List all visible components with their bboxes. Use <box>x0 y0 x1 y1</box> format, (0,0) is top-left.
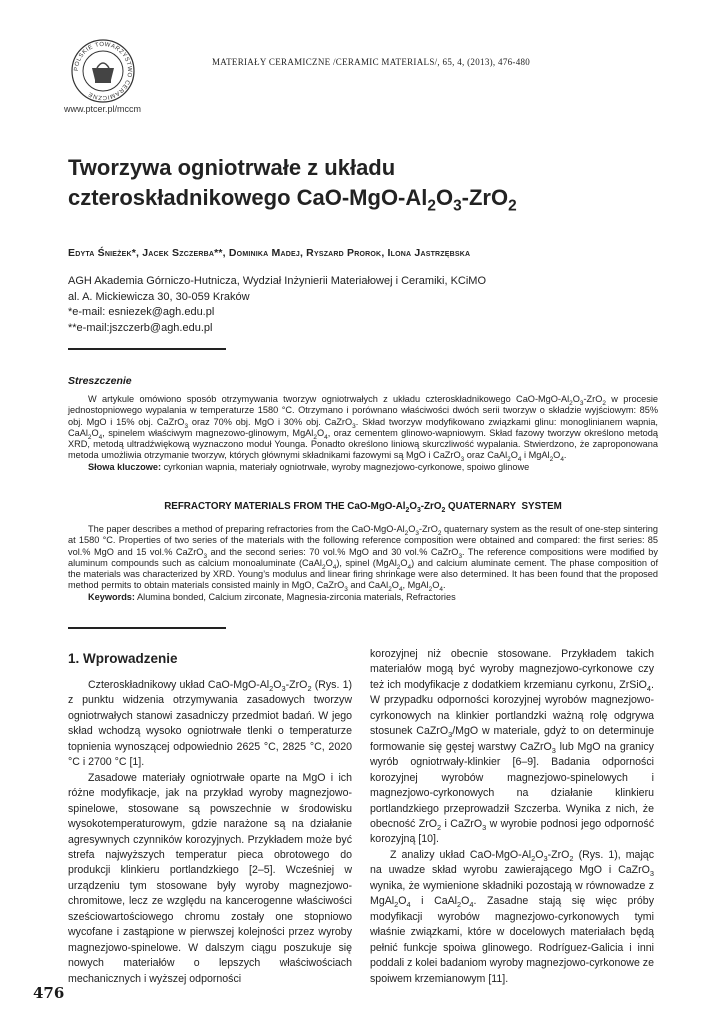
keywords-en: Alumina bonded, Calcium zirconate, Magnesia-zirconia materials, Refractories <box>137 591 456 602</box>
paragraph: Czteroskładnikowy układ CaO-$MgO-Al_2O_3-ZrO_2$ (Rys. 1) z punktu widzenia otrzymywania zasadowych tworzyw ogniotrwałych stanowi zasadniczy przedmiot badań. W jego skład wchodzą wysoko ogniotrwałe tlenki o temperaturze topnienia wynoszącej odpowiednio 2625 °C, 2825 °C, 2020 °C i 2700 °C [1]. <box>68 679 352 769</box>
keywords-pl: cyrkonian wapnia, materiały ogniotrwałe, wyroby magnezjowo-cyrkonowe, spoiwo glinowe <box>163 461 530 472</box>
article-title: Tworzywa ogniotrwałe z układu czteroskładnikowego CaO-$MgO-Al_2O_3-ZrO_2$ <box>68 155 517 215</box>
authors: Edyta Śnieżek*, Jacek Szczerba**, Dominika Madej, Ryszard Prorok, Ilona Jastrzębska <box>68 247 471 259</box>
body-column-right <box>370 647 654 987</box>
keywords-label-en: Keywords: <box>88 591 135 602</box>
section-heading: 1. Wprowadzenie <box>68 651 178 666</box>
society-logo <box>70 38 136 104</box>
affiliation: AGH Akademia Górniczo-Hutnicza, Wydział Inżynierii Materiałowej i Ceramiki, KCiMO al. A. Mickiewicza 30, 30-059 Kraków *e-mail: esniezek@agh.edu.pl **e-mail:jszczerb@agh.edu.pl <box>68 274 486 336</box>
journal-header: MATERIAŁY CERAMICZNE /CERAMIC MATERIALS/, 65, 4, (2013), 476-480 <box>212 57 531 67</box>
paragraph: Zasadowe materiały ogniotrwałe oparte na MgO i ich różne modyfikacje, jak na przykład wyroby magnezjowo-spinelowe, stosowane są powszechnie w środowisku wysokotemperaturowym, gdzie narażone są na działanie agresywnych czynników korozyjnych. Przykładem może być strefa najwyższych temperatur pieca obrotowego do produkcji klinkieru portlandzkiego [2–5]. Wcześniej w urządzeniu tym stosowane były wyroby magnezjowo-chromitowe, lecz ze względu na kancerogenne właściwości sześciowartościowego chromu zostały one stopniowo wycofane i zastąpione w pierwszej kolejności przez wyroby magnezjowo-spinelowe. W dalszym ciągu poszukuje się nowych materiałów o lepszych właściwościach mechanicznych i wyższej odporności <box>68 771 352 985</box>
abstract-heading: Streszczenie <box>68 375 132 387</box>
paragraph: korozyjnej niż obecnie stosowane. Przykładem takich materiałów mogą być wyroby magnezjowo-cyrkonowe czy też ich modyfikacje z dodatkiem krzemianu cyrkonu, ZrSiO$_4$. W przypadku odporności korozyjnej wyrobów magnezjowo-cyrkonowych na klinkier portlandzki ważną rolę odgrywa stosunek CaZrO$_3$/MgO w materiale, gdyż to on determinuje formowanie się gęstej warstwy CaZrO$_3$ lub MgO na granicy wyrób ogniotrwały-klinkier [6–9]. Badania odporności korozyjnej wyrobów magnezjowo-spinelowych i magnezjowo-cyrkonowych na działanie klinkieru portlandzkiego przeprowadził Szczerba. Wynika z nich, że obecność ZrO$_2$ i CaZrO$_3$ w wyrobie podnosi jego odporność korozyjną [10]. <box>370 648 654 846</box>
page-number: 476 <box>33 984 65 1002</box>
abstract-english: The paper describes a method of preparing refractories from the CaO-$MgO-Al_2O_3-ZrO_2$ quaternary system as the result of one-step sintering at 1580 °C. Properties of two series of the materials with the following reference composition were obtained and compared: the first series: 85 vol.% MgO and 15 vol.% CaZrO$_3$ and the second series: 70 vol.% MgO and 30 vol.% CaZrO$_3$. The reference compositions were modified by aluminum compounds such as calcium monoaluminate $(CaAl_2O_4)$, spinel $(MgAl_2O_4)$ and calcium aluminate cement. The phase composition of the materials was characterized by XRD. Young’s modulus and linear firing shrinkage were also determined. It has been found that the proposed method permits to obtain materials consisted mainly in MgO, CaZrO$_3$ and $CaAl_2O_4$, $MgAl_2O_4$. Keywords: Alumina bonded, Calcium zirconate, Magnesia-zirconia materials, Refractories <box>68 524 659 602</box>
divider <box>68 348 226 350</box>
email-2[interactable]: **e-mail:jszczerb@agh.edu.pl <box>68 321 213 334</box>
english-title: REFRACTORY MATERIALS FROM THE CaO-$MgO-Al_2O_3-ZrO_2$ QUATERNARY SYSTEM <box>164 501 562 514</box>
email-1[interactable]: *e-mail: esniezek@agh.edu.pl <box>68 306 215 318</box>
svg-text:POLSKIE TOWARZYSTWO CERAMICZNE: POLSKIE TOWARZYSTWO CERAMICZNE <box>73 41 133 101</box>
site-url[interactable]: www.ptcer.pl/mccm <box>64 104 142 114</box>
paragraph: Z analizy układ CaO-$MgO-Al_2O_3-ZrO_2$ (Rys. 1), mając na uwadze skład wyrobu zawierającego MgO i CaZrO$_3$ wynika, że wymienione składniki pozostają w równowadze z $MgAl_2O_4$ i $CaAl_2O_4$. Zasadne stają się więc próby modyfikacji wyrobów magnezjowo-cyrkonowych tymi właśnie związkami, które w docelowych materiałach będą pełnić funkcje spoiwa glinowego. Rodríguez-Galicia i inni poddali z kolei badaniom wyroby magnezjowo-cyrkonowe ze spoiwem krzemianowym [11]. <box>370 848 654 985</box>
body-column-left <box>68 650 352 987</box>
keywords-label-pl: Słowa kluczowe: <box>88 461 162 472</box>
abstract-polish: W artykule omówiono sposób otrzymywania tworzyw ogniotrwałych z układu czteroskładnikowego CaO-$MgO-Al_2O_3-ZrO_2$ w procesie jednostopniowego wypalania w temperaturze 1580 °C. Otrzymano i porównano właściwości dwóch serii tworzyw o składzie wyjściowym: 85% obj. MgO i 15% obj. CaZrO$_3$ oraz 70% obj. MgO i 30% obj. CaZrO$_3$. Skład tworzyw modyfikowano związkami glinu: monoglinianem wapnia, $CaAl_2O_4$, spinelem właściwym magnezowo-glinowym, $MgAl_2O_4$, oraz cementem glinowo-wapniowym. Skład fazowy tworzyw określono metodą XRD, metodą ultradźwiękową wyznaczono moduł Younga. Ponadto określono liniową skurczliwość wypalania. Stwierdzono, że zaproponowana metoda umożliwia otrzymanie tworzyw, których głównymi składnikami fazowymi są MgO i CaZrO$_3$ oraz $CaAl_2O_4$ i $MgAl_2O_4$. Słowa kluczowe: cyrkonian wapnia, materiały ogniotrwałe, wyroby magnezjowo-cyrkonowe, spoiwo glinowe <box>68 394 658 472</box>
divider <box>68 627 226 629</box>
